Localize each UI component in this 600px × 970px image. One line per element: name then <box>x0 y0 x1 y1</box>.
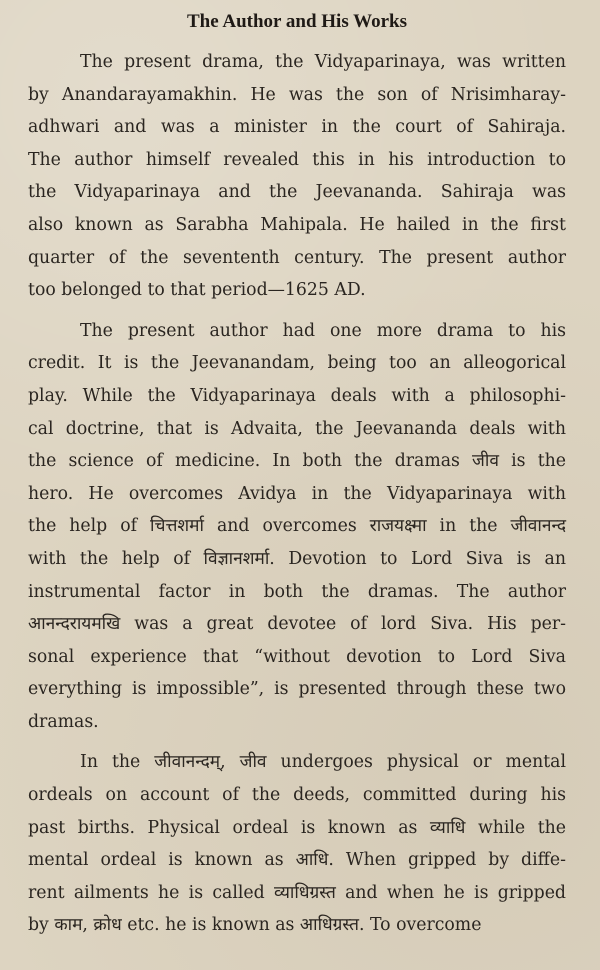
text-line: also known as Sarabha Mahipala. He hailed in the first <box>28 214 566 235</box>
paragraph-gap <box>28 307 566 315</box>
text-line: past births. Physical ordeal is known as व्याधि while the <box>28 817 566 838</box>
text-line: ordeals on account of the deeds, committed during his <box>28 785 566 806</box>
paragraph-gap <box>28 738 566 746</box>
text-line: quarter of the sevententh century. The present author <box>28 247 566 268</box>
text-line: rent ailments he is called व्याधिग्रस्त and when he is gripped <box>28 882 566 903</box>
text-line: with the help of विज्ञानशर्मा. Devotion to Lord Siva is an <box>28 548 566 569</box>
paragraph <box>28 746 566 942</box>
text-line: adhwari and was a minister in the court of Sahiraja. <box>28 117 566 138</box>
page-title: The Author and His Works <box>187 11 407 32</box>
text-line: mental ordeal is known as आधि. When gripped by diffe- <box>28 850 566 871</box>
text-line: sonal experience that “without devotion to Lord Siva <box>28 646 566 667</box>
text-line: The present drama, the Vidyaparinaya, was written <box>80 52 566 72</box>
text-line: by काम, क्रोध etc. he is known as आधिग्रस्त. To overcome <box>28 915 482 936</box>
body-text <box>28 46 566 942</box>
text-line: too belonged to that period—1625 AD. <box>28 280 366 301</box>
text-line: instrumental factor in both the dramas. The author <box>28 581 566 602</box>
text-line: The author himself revealed this in his introduction to <box>28 149 566 170</box>
text-line: play. While the Vidyaparinaya deals with a philosophi- <box>28 385 566 406</box>
text-line: the science of medicine. In both the dramas जीव is the <box>28 451 566 472</box>
text-line: the Vidyaparinaya and the Jeevananda. Sahiraja was <box>28 182 566 203</box>
text-line: hero. He overcomes Avidya in the Vidyaparinaya with <box>28 483 566 504</box>
text-line: In the जीवानन्दम्, जीव undergoes physical or mental <box>80 752 566 773</box>
paragraph <box>28 46 566 307</box>
text-line: by Anandarayamakhin. He was the son of Nrisimharay- <box>28 84 566 105</box>
text-line: आनन्दरायमखि was a great devotee of lord Siva. His per- <box>28 614 566 635</box>
text-line: cal doctrine, that is Advaita, the Jeevananda deals with <box>28 418 566 439</box>
text-line: credit. It is the Jeevanandam, being too an alleogorical <box>28 353 566 374</box>
text-line: The present author had one more drama to his <box>80 320 566 341</box>
text-line: dramas. <box>28 711 99 732</box>
text-line: everything is impossible”, is presented through these two <box>28 679 566 700</box>
text-line: the help of चित्तशर्मा and overcomes राजयक्ष्मा in the जीवानन्द <box>28 516 566 537</box>
paragraph <box>28 315 566 739</box>
